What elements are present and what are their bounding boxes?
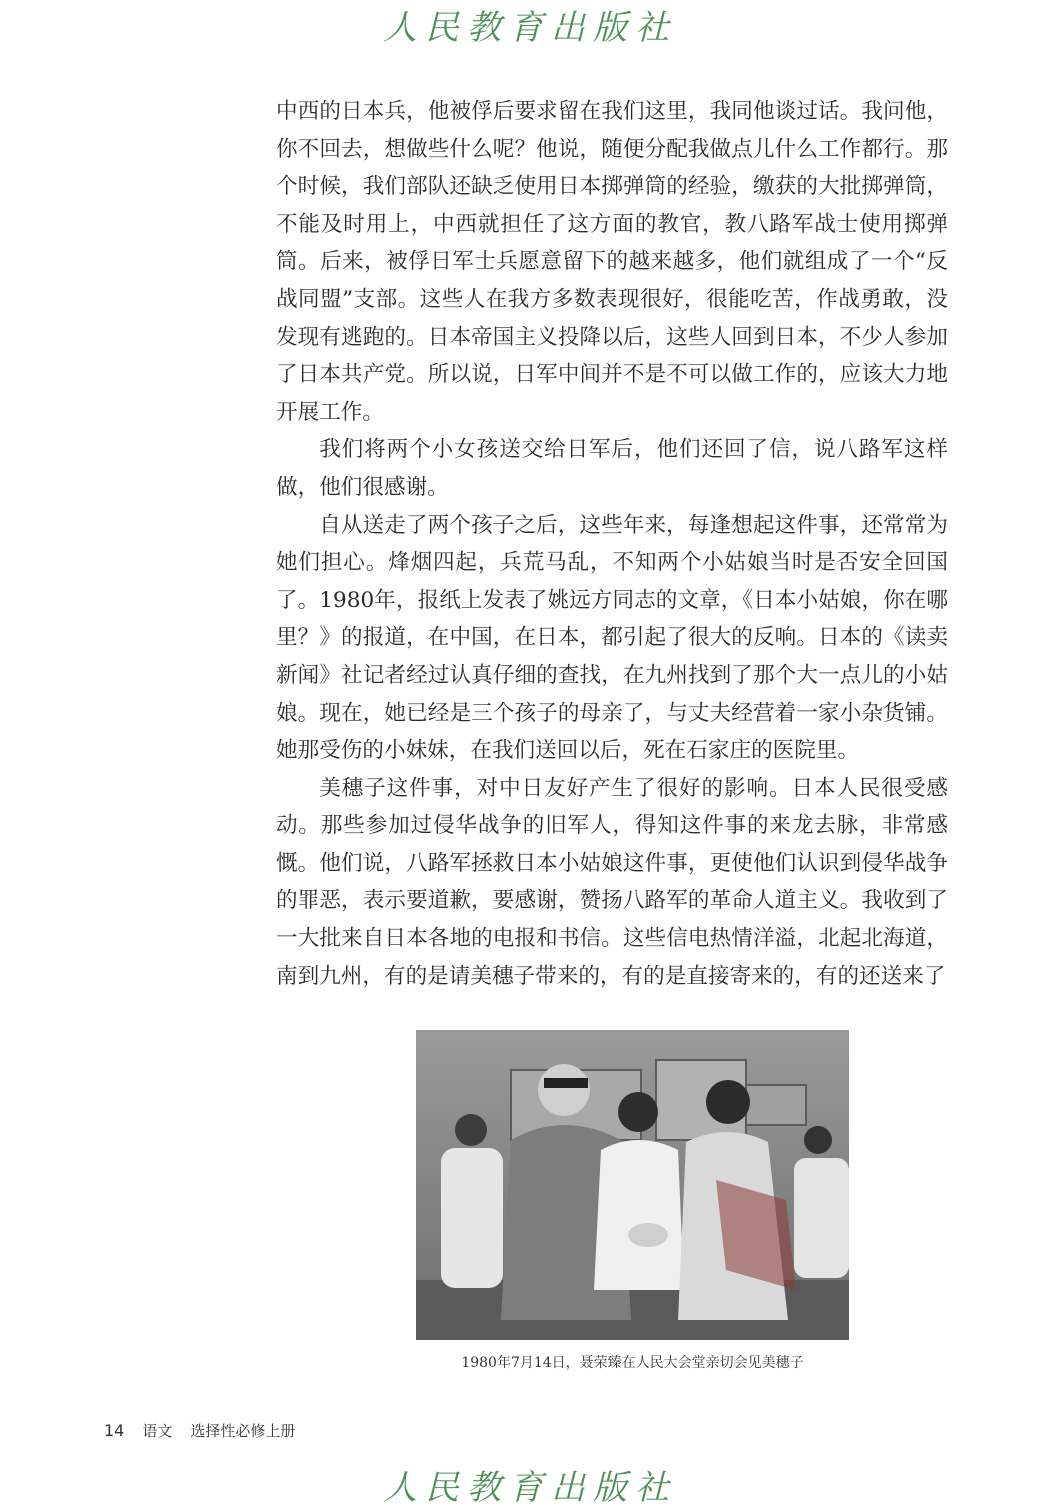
publisher-logo-bottom: 人民教育出版社: [383, 1467, 677, 1508]
body-text: [276, 93, 948, 995]
paragraph-2: 我们将两个小女孩送交给日军后，他们还回了信，说八路军这样做，他们很感谢。: [276, 437, 948, 500]
paragraph-4: 美穗子这件事，对中日友好产生了很好的影响。日本人民很受感动。那些参加过侵华战争的旧军人，得知这件事的来龙去脉，非常感慨。他们说，八路军拯救日本小姑娘这件事，更使他们认识到侵华战争的罪恶，表示要道歉，要感谢，赞扬八路军的革命人道主义。我收到了一大批来自日本各地的电报和书信。这些信电热情洋溢，北起北海道，南到九州，有的是请美穗子带来的，有的是直接寄来的，有的还送来了: [276, 775, 948, 989]
subject-label: 语文: [142, 1422, 173, 1440]
historical-photo: [416, 1030, 849, 1340]
photo-caption: 1980年7月14日，聂荣臻在人民大会堂亲切会见美穗子: [461, 1355, 804, 1371]
volume-label: 选择性必修上册: [190, 1422, 296, 1440]
photo-illustration: [416, 1030, 849, 1340]
page-footer: [104, 1420, 295, 1441]
page-number: 14: [104, 1421, 125, 1440]
paragraph-1: 中西的日本兵，他被俘后要求留在我们这里，我同他谈过话。我问他，你不回去，想做些什么呢？他说，随便分配我做点儿什么工作都行。那个时候，我们部队还缺乏使用日本掷弹筒的经验，缴获的大批掷弹筒，不能及时用上，中西就担任了这方面的教官，教八路军战士使用掷弹筒。后来，被俘日军士兵愿意留下的越来越多，他们就组成了一个“反战同盟”支部。这些人在我方多数表现很好，很能吃苦，作战勇敢，没发现有逃跑的。日本帝国主义投降以后，这些人回到日本，不少人参加了日本共产党。所以说，日军中间并不是不可以做工作的，应该大力地开展工作。: [276, 99, 948, 425]
publisher-logo-top: 人民教育出版社: [383, 7, 677, 48]
paragraph-3: 自从送走了两个孩子之后，这些年来，每逢想起这件事，还常常为她们担心。烽烟四起，兵荒马乱，不知两个小姑娘当时是否安全回国了。1980年，报纸上发表了姚远方同志的文章，《日本小姑娘，你在哪里？》的报道，在中国，在日本，都引起了很大的反响。日本的《读卖新闻》社记者经过认真仔细的查找，在九州找到了那个大一点儿的小姑娘。现在，她已经是三个孩子的母亲了，与丈夫经营着一家小杂货铺。她那受伤的小妹妹，在我们送回以后，死在石家庄的医院里。: [276, 512, 948, 764]
